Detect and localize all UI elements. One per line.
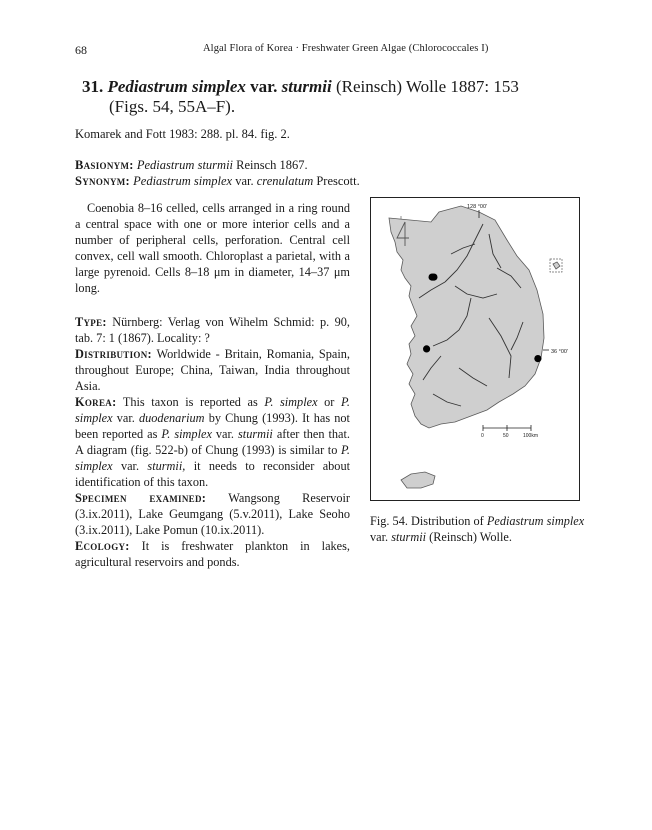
caption-variety: sturmii <box>391 530 427 544</box>
distribution-label: Distribution: <box>75 347 152 361</box>
ecology-label: Ecology: <box>75 539 130 553</box>
locality-point <box>430 274 437 281</box>
scale-label-50: 50 <box>503 433 509 439</box>
body-column <box>75 200 350 570</box>
title-figs: (Figs. 54, 55A–F). <box>109 97 236 116</box>
page-number: 68 <box>75 43 87 57</box>
jeju-island <box>401 472 435 488</box>
ecology-paragraph <box>75 538 350 570</box>
title-variety: sturmii <box>281 77 332 96</box>
korea-text: var. <box>116 411 135 425</box>
title-species: Pediastrum simplex <box>107 77 246 96</box>
caption-species: Pediastrum simplex <box>486 514 585 528</box>
korea-taxon: P. simplex <box>161 427 212 441</box>
locality-point <box>423 345 430 352</box>
type-label: Type: <box>75 315 107 329</box>
synonym-name: Pediastrum simplex <box>133 174 233 188</box>
synonym-authority: Prescott. <box>316 174 360 188</box>
synonym-variety: crenulatum <box>256 174 314 188</box>
entry-title <box>82 77 552 117</box>
korea-taxon: sturmii <box>238 427 273 441</box>
islet <box>553 262 560 269</box>
caption-prefix: Fig. 54. Distribution of <box>370 514 484 528</box>
synonym-label: Synonym: <box>75 174 131 188</box>
korea-text: or <box>324 395 335 409</box>
type-text: Nürnberg: Verlag von Wihelm Schmid: p. 90, tab. 7: 1 (1867). Locality: ? <box>75 315 351 345</box>
korea-taxon: P. simplex <box>75 395 350 425</box>
specimen-text: Wangsong Reservoir (3.ix.2011), Lake Geumgang (5.v.2011), Lake Seoho (3.ix.2011), Lake Pomun (10.ix.2011). <box>75 491 350 537</box>
specimen-label: Specimen examined: <box>75 491 207 505</box>
basionym-authority: Reinsch 1867. <box>236 158 308 172</box>
scale-label-100km: 100km <box>523 433 539 439</box>
korea-taxon: P. simplex <box>264 395 318 409</box>
korea-taxon: P. simplex <box>75 443 351 473</box>
title-authority: (Reinsch) Wolle 1887: 153 <box>335 77 519 96</box>
korea-text: by Chung (1993). It has not been reported as <box>75 411 350 441</box>
longitude-label: 128 °00' <box>467 204 488 210</box>
korea-text: var. <box>120 459 140 473</box>
korea-taxon: sturmii, <box>147 459 186 473</box>
caption-var-label: var. <box>370 530 389 544</box>
korea-text: after then that. A diagram (fig. 522-b) of Chung (1993) is similar to <box>75 427 351 457</box>
distribution-text: Worldwide - Britain, Romania, Spain, throughout Europe; China, Taiwan, India throughout Asia. <box>75 347 350 393</box>
ecology-text: It is freshwater plankton in lakes, agricultural reservoirs and ponds. <box>75 539 350 569</box>
specimen-paragraph <box>75 490 350 538</box>
description-paragraph: Coenobia 8–16 celled, cells arranged in a ring round a central space with one or more interior cells and a number of peripheral cells, perforation. Central cell convex, cell wall smooth. Chloroplast a parietal, with a large pyrenoid. Cells 8–18 μm in diameter, 14–37 μm long. <box>75 201 350 295</box>
locality-point <box>534 355 541 362</box>
korea-text: it needs to reconsider about identification of this taxon. <box>75 459 351 489</box>
scale-bar <box>483 425 531 431</box>
korea-text: This taxon is reported as <box>122 395 258 409</box>
scale-label-0: 0 <box>481 433 484 439</box>
synonym-var-label: var. <box>235 174 254 188</box>
korea-taxon: duodenarium <box>138 411 205 425</box>
synonym-line <box>75 173 360 189</box>
korea-map-svg <box>371 198 579 500</box>
distribution-paragraph <box>75 346 350 394</box>
running-header: Algal Flora of Korea · Freshwater Green Algae (Chlorococcales I) <box>203 43 489 54</box>
korea-paragraph <box>75 394 350 490</box>
figure-caption <box>370 513 585 545</box>
distribution-map <box>370 197 580 501</box>
basionym-name: Pediastrum sturmii <box>136 158 234 172</box>
caption-suffix: (Reinsch) Wolle. <box>429 530 512 544</box>
basionym-line <box>75 157 308 173</box>
entry-number: 31. <box>82 77 104 96</box>
basionym-label: Basionym: <box>75 158 134 172</box>
type-paragraph <box>75 314 350 346</box>
latitude-label: 36 °00' <box>551 349 569 355</box>
korea-text: var. <box>215 427 235 441</box>
korea-label: Korea: <box>75 395 117 409</box>
reference-citation: Komarek and Fott 1983: 288. pl. 84. fig. 2. <box>75 127 290 141</box>
title-var-label: var. <box>250 77 278 96</box>
